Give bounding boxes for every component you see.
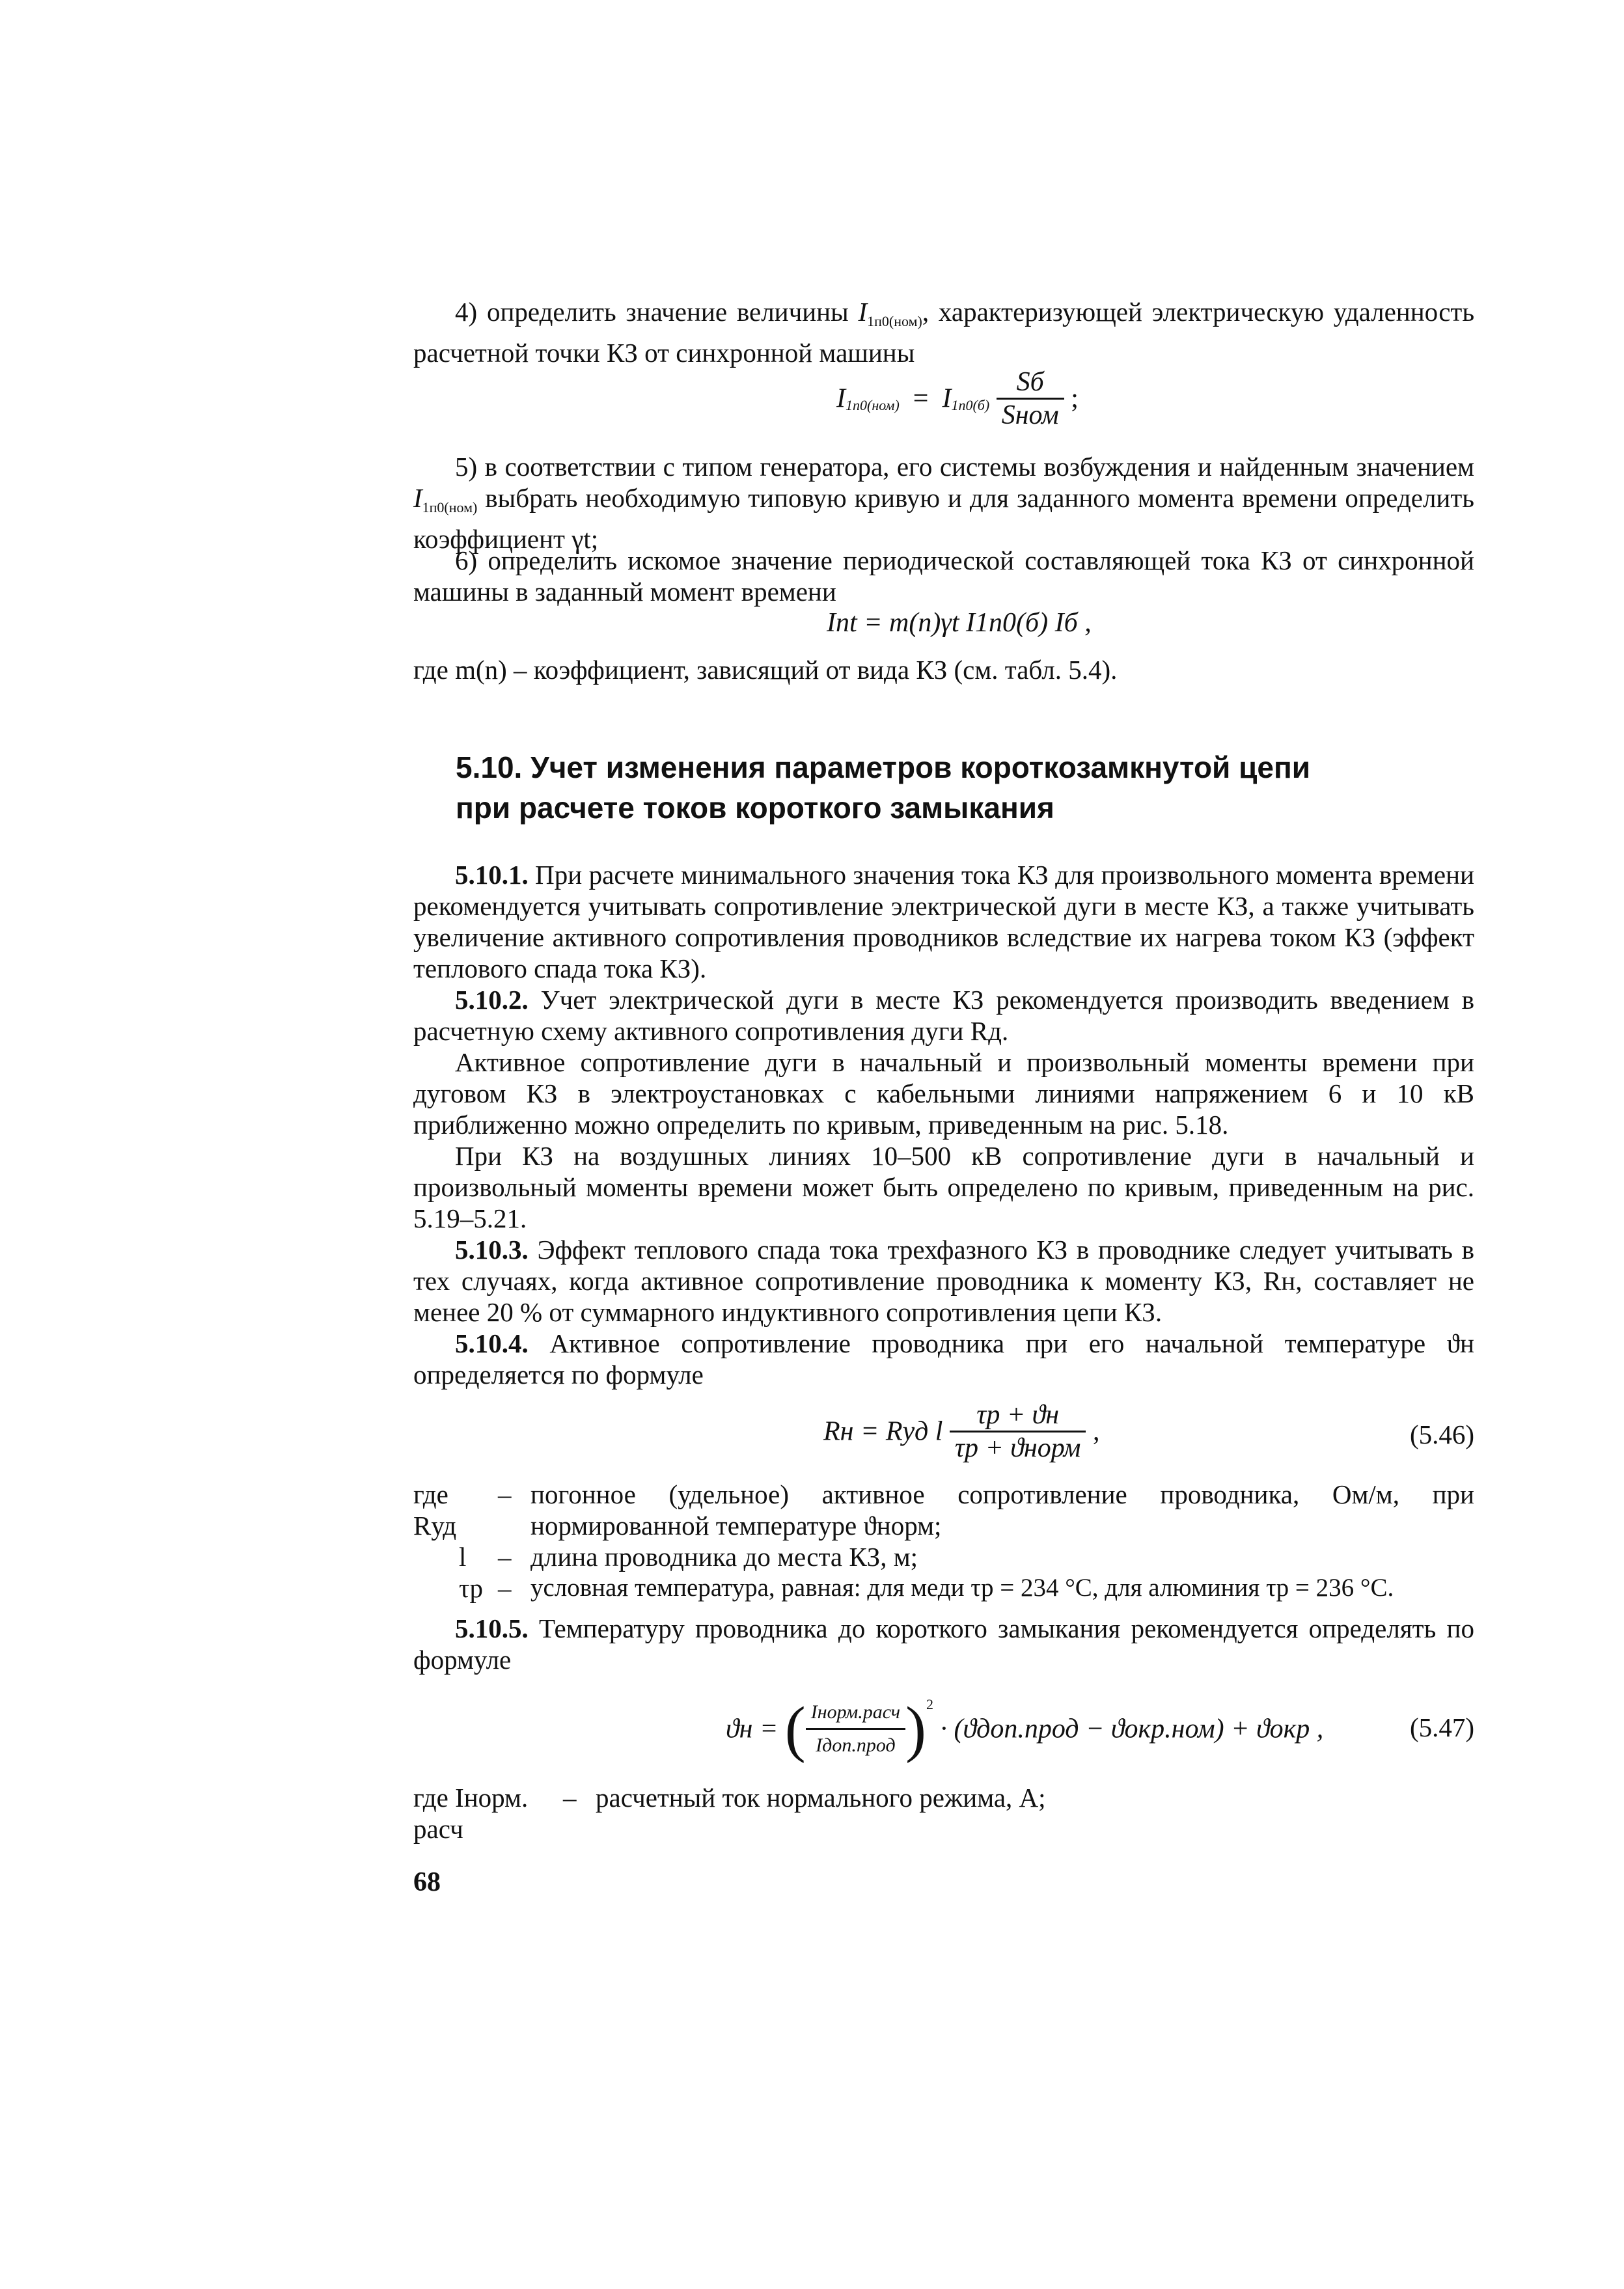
formula-ratio-fraction: [997, 366, 1064, 431]
paragraph-arc-resistance-cable: Активное сопротивление дуги в начальный и произвольный моменты времени при дуговом КЗ в электроустановках с кабельными линиями напряжением 6 и 10 кВ приближенно можно определить по кривым, приведенным на рис. 5.18.: [413, 1047, 1474, 1140]
definition-dash: –: [498, 1479, 512, 1509]
paragraph-number: 5.10.2.: [455, 985, 529, 1015]
paragraph-5-10-3: [413, 1234, 1474, 1328]
step-4-symbol: I: [858, 297, 868, 327]
formula-ratio-tail: ;: [1071, 383, 1079, 414]
definition-text: длина проводника до места КЗ, м;: [530, 1542, 918, 1572]
definition-dash: –: [563, 1783, 577, 1813]
step-5-text-after: выбрать необходимую типовую кривую и для заданного момента времени определить коэффициент γt;: [413, 483, 1474, 554]
paragraph-5-10-5: [413, 1613, 1474, 1675]
equation-5-47-fraction: [806, 1697, 905, 1761]
definition-symbol: l: [459, 1542, 467, 1572]
step-5-symbol: I: [413, 483, 422, 513]
step-6-paragraph: 6) определить искомое значение периодической составляющей тока КЗ от синхронной машины в заданный момент времени: [413, 545, 1474, 607]
equation-5-46-lhs: Rн = Rуд l: [823, 1416, 943, 1447]
paragraph-5-10-2: [413, 984, 1474, 1047]
equation-5-46-tail: ,: [1092, 1416, 1100, 1447]
equation-5-46-body: [823, 1399, 1099, 1464]
paragraph-text: Эффект теплового спада тока трехфазного КЗ в проводнике следует учитывать в тех случаях, когда активное сопротивление проводника к моменту КЗ, Rн, составляет не менее 20 % от суммарного индуктивного сопротивления цепи КЗ.: [413, 1235, 1475, 1327]
formula-int: Iпt = m(n)γt I1п0(б) Iб ,: [827, 608, 1092, 638]
equation-5-46-number: (5.46): [1409, 1419, 1474, 1449]
definition-row: [413, 1541, 1474, 1572]
equation-5-47-denominator: Iдоп.прод: [816, 1734, 896, 1756]
paragraph-number: 5.10.5.: [455, 1613, 529, 1643]
section-heading-line-2: при расчете токов короткого замыкания: [456, 791, 1054, 825]
definition-row: [413, 1479, 1474, 1541]
section-heading-line-1: 5.10. Учет изменения параметров короткозамкнутой цепи: [456, 750, 1311, 784]
definition-row: [413, 1572, 1474, 1604]
step-5-symbol-sub: 1п0(ном): [422, 499, 478, 515]
definition-row: [413, 1782, 1474, 1844]
equation-5-46-fraction: [950, 1399, 1086, 1464]
paragraph-text: Учет электрической дуги в месте КЗ рекомендуется производить введением в расчетную схему активного сопротивления дуги Rд.: [413, 985, 1474, 1046]
formula-ratio-numerator: Sб: [997, 366, 1064, 400]
step-4-symbol-sub: 1п0(ном): [867, 313, 922, 329]
paragraph-text: При расчете минимального значения тока КЗ для произвольного момента времени рекомендуется учитывать сопротивление электрической дуги в месте КЗ, а также учитывать увеличение активного сопротивления проводников вследствие их нагрева током КЗ (эффект теплового спада тока КЗ).: [413, 860, 1474, 983]
formula-ratio-denominator: Sном: [1001, 400, 1059, 430]
equation-5-47-number: (5.47): [1409, 1712, 1474, 1742]
paragraph-number: 5.10.1.: [455, 860, 529, 890]
definition-dash: –: [498, 1542, 512, 1572]
paragraph-arc-resistance-overhead: При КЗ на воздушных линиях 10–500 кВ сопротивление дуги в начальный и произвольный моменты времени может быть определено по кривым, приведенным на рис. 5.19–5.21.: [413, 1141, 1474, 1233]
equation-5-47-body: ϑн = ( $\frac{\text{Iнорм.расч}}{\text{Iдоп.прод}}$ )$^2$ · (ϑдоп.прод − ϑокр.ном) + ϑокр ,: [726, 1693, 1324, 1764]
paragraph-5-10-4: [413, 1328, 1474, 1390]
section-heading: [456, 747, 1367, 828]
definition-dash: –: [498, 1573, 512, 1603]
paragraph-number: 5.10.3.: [455, 1235, 529, 1265]
step-5-text-before: 5) в соответствии с типом генератора, его системы возбуждения и найденным значением: [455, 452, 1474, 482]
formula-ratio-lhs-sub: 1п0(ном): [846, 397, 900, 414]
definition-text: погонное (удельное) активное сопротивление проводника, Ом/м, при нормированной температуре ϑнорм;: [530, 1479, 1474, 1541]
page-number: 68: [413, 1867, 441, 1897]
equation-5-46-denominator: τр + ϑнорм: [954, 1433, 1081, 1463]
paragraph-text: Активное сопротивление проводника при его начальной температуре ϑн определяется по формуле: [413, 1328, 1475, 1390]
paragraph-number: 5.10.4.: [455, 1328, 529, 1358]
definition-symbol: где Iнорм. расч: [413, 1783, 529, 1844]
equation-5-47-power: 2: [926, 1696, 933, 1712]
equation-5-47-rhs: · (ϑдоп.прод − ϑокр.ном) + ϑокр ,: [940, 1714, 1324, 1744]
step-4-paragraph: [413, 296, 1474, 368]
formula-ratio-rhs-sub: 1п0(б): [951, 397, 990, 414]
equation-5-46: [413, 1399, 1474, 1471]
definition-text: расчетный ток нормального режима, А;: [596, 1783, 1046, 1813]
definition-symbol: τр: [459, 1573, 483, 1603]
where-m-line: где m(n) – коэффициент, зависящий от вида КЗ (см. табл. 5.4).: [413, 655, 1118, 685]
equation-5-47-definitions: [413, 1782, 1474, 1844]
equation-5-46-definitions: [413, 1479, 1474, 1604]
equation-5-47: [413, 1682, 1474, 1774]
paragraph-5-10-1: [413, 859, 1474, 984]
formula-ratio: $I_{1п0(ном)} = I_{1п0(б)}$ $\frac{Sб}{\text{Sном}}$ ;: [836, 367, 1079, 430]
equation-5-47-numerator: Iнорм.расч: [806, 1697, 905, 1730]
definition-text: условная температура, равная: для меди τр = 234 °C, для алюминия τр = 236 °C.: [530, 1574, 1394, 1602]
definition-symbol: где Rуд: [413, 1479, 457, 1541]
step-4-text-before: 4) определить значение величины: [455, 297, 849, 327]
equation-5-46-numerator: τр + ϑн: [950, 1399, 1086, 1432]
equation-5-47-lhs: ϑн =: [726, 1714, 778, 1744]
paragraph-text: Температуру проводника до короткого замыкания рекомендуется определять по формуле: [413, 1613, 1474, 1675]
step-5-paragraph: [413, 451, 1474, 555]
step-4-text-after: , характеризующей электрическую удаленность расчетной точки КЗ от синхронной машины: [413, 297, 1475, 368]
